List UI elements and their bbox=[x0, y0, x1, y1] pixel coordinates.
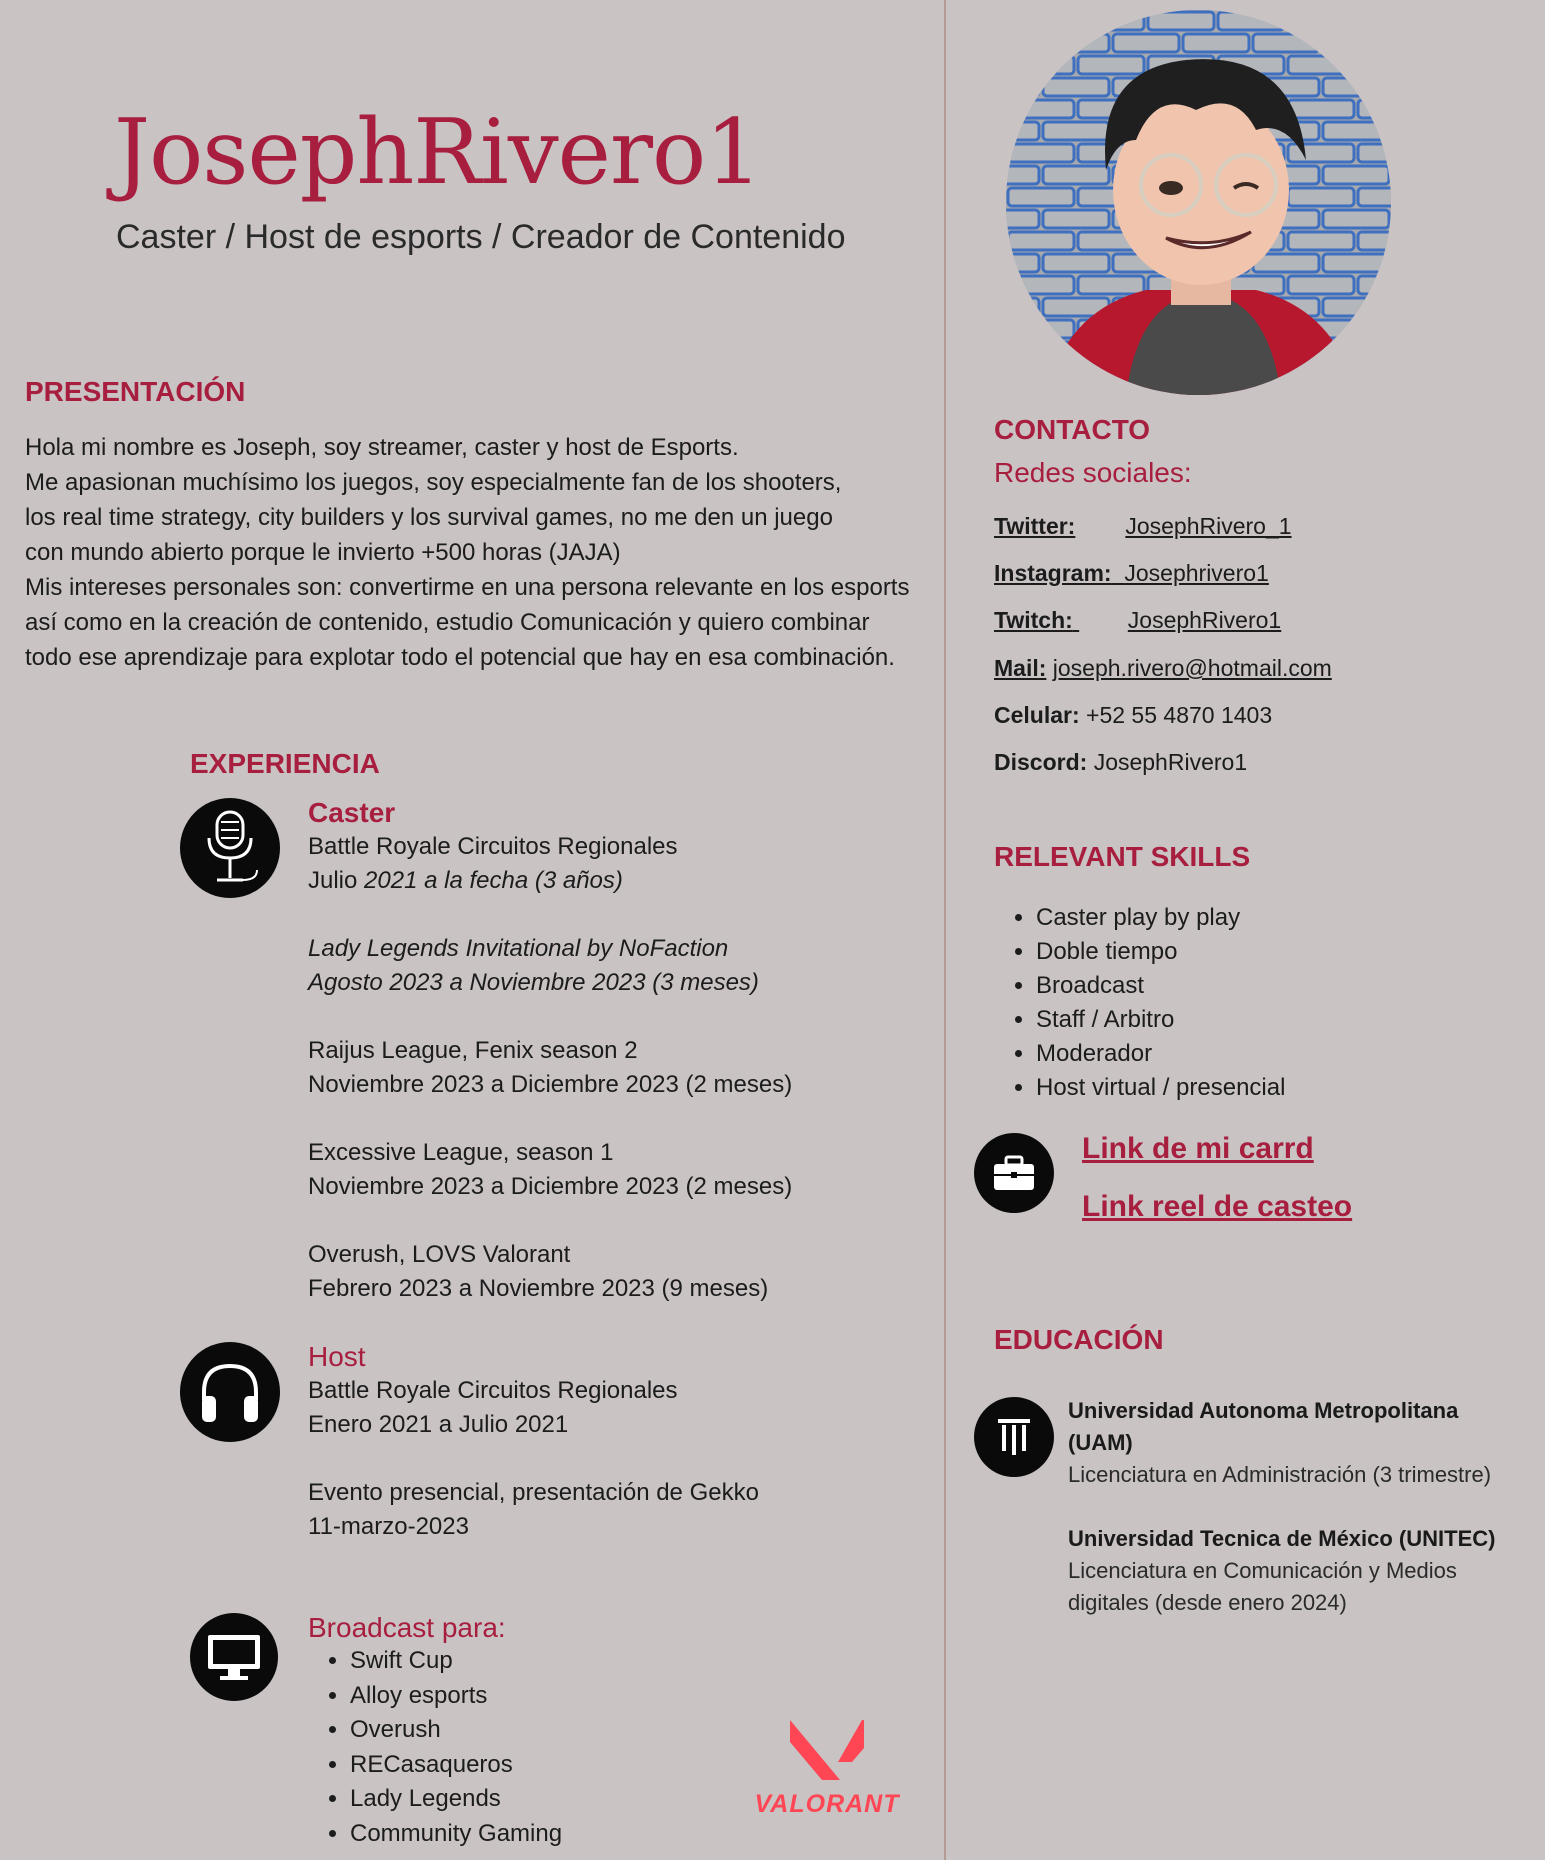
list-item: • Host virtual / presencial bbox=[1036, 1071, 1285, 1105]
phone-value: +52 55 4870 1403 bbox=[1086, 702, 1273, 728]
school-name: Universidad Tecnica de México (UNITEC) bbox=[1068, 1526, 1496, 1551]
tagline: Caster / Host de esports / Creador de Contenido bbox=[116, 218, 846, 256]
entry-event: Lady Legends Invitational by NoFaction bbox=[308, 935, 729, 962]
experience-entry bbox=[308, 932, 759, 1000]
school-name: Universidad Autonoma Metropolitana bbox=[1068, 1398, 1459, 1423]
experience-entry bbox=[308, 1034, 792, 1102]
list-item: • Staff / Arbitro bbox=[1036, 1003, 1285, 1037]
presentation-line: Hola mi nombre es Joseph, soy streamer, caster y host de Esports. bbox=[25, 434, 739, 461]
instagram-link[interactable]: Josephrivero1 bbox=[1124, 560, 1269, 586]
discord-row bbox=[994, 749, 1247, 776]
entry-date: Noviembre 2023 a Diciembre 2023 (2 meses) bbox=[308, 1071, 793, 1098]
experience-entry bbox=[308, 1136, 792, 1204]
twitter-row[interactable] bbox=[994, 513, 1292, 540]
broadcast-title: Broadcast para: bbox=[308, 1612, 506, 1643]
degree: Licenciatura en Administración (3 trimestre) bbox=[1068, 1462, 1492, 1487]
presentation-text bbox=[25, 430, 909, 675]
microphone-icon bbox=[180, 798, 280, 898]
mail-label: Mail: bbox=[994, 655, 1047, 681]
twitch-row[interactable] bbox=[994, 607, 1281, 634]
entry-date: Agosto 2023 a Noviembre 2023 (3 meses) bbox=[308, 969, 759, 996]
twitter-label: Twitter: bbox=[994, 513, 1076, 539]
mail-link[interactable]: joseph.rivero@hotmail.com bbox=[1052, 655, 1332, 681]
list-item: • RECasaqueros bbox=[350, 1748, 562, 1783]
list-item: • Moderador bbox=[1036, 1037, 1285, 1071]
presentation-line: los real time strategy, city builders y los survival games, no me den un juego bbox=[25, 504, 833, 531]
phone-row bbox=[994, 702, 1272, 729]
instagram-row[interactable] bbox=[994, 560, 1269, 587]
entry-date: Noviembre 2023 a Diciembre 2023 (2 meses) bbox=[308, 1173, 793, 1200]
presentation-line: con mundo abierto porque le invierto +500 horas (JAJA) bbox=[25, 539, 621, 566]
education-item bbox=[1068, 1395, 1491, 1491]
experience-entry bbox=[308, 1476, 759, 1544]
experience-entry bbox=[308, 1238, 768, 1306]
entry-date: Julio 2021 a la fecha (3 años) bbox=[308, 867, 623, 894]
instagram-label: Instagram: bbox=[994, 560, 1112, 586]
host-title: Host bbox=[308, 1341, 366, 1372]
list-item: • Overush bbox=[350, 1713, 562, 1748]
carrd-link[interactable]: Link de mi carrd bbox=[1082, 1132, 1314, 1165]
degree: digitales (desde enero 2024) bbox=[1068, 1590, 1347, 1615]
contact-heading: CONTACTO bbox=[994, 414, 1151, 445]
list-item: • Doble tiempo bbox=[1036, 935, 1285, 969]
experience-heading: EXPERIENCIA bbox=[190, 748, 380, 779]
broadcast-list bbox=[322, 1644, 562, 1851]
skills-list bbox=[1008, 901, 1285, 1105]
headphones-icon bbox=[180, 1342, 280, 1442]
presentation-line: Mis intereses personales son: convertirme en una persona relevante en los esports bbox=[25, 574, 910, 601]
entry-date: Febrero 2023 a Noviembre 2023 (9 meses) bbox=[308, 1275, 769, 1302]
discord-value: JosephRivero1 bbox=[1093, 749, 1248, 775]
valorant-logo-text: VALORANT bbox=[754, 1790, 900, 1818]
presentation-line: así como en la creación de contenido, estudio Comunicación y quiero combinar bbox=[25, 609, 870, 636]
monitor-icon bbox=[190, 1613, 278, 1701]
list-item: • Swift Cup bbox=[350, 1644, 562, 1679]
education-heading: EDUCACIÓN bbox=[994, 1324, 1164, 1355]
list-item: • Broadcast bbox=[1036, 969, 1285, 1003]
entry-event: Raijus League, Fenix season 2 bbox=[308, 1037, 638, 1064]
presentation-line: todo ese aprendizaje para explotar todo el potencial que hay en esa combinación. bbox=[25, 644, 895, 671]
entry-event: Battle Royale Circuitos Regionales bbox=[308, 1377, 678, 1404]
entry-event: Evento presencial, presentación de Gekko bbox=[308, 1479, 759, 1506]
entry-date: Enero 2021 a Julio 2021 bbox=[308, 1411, 569, 1438]
valorant-logo-icon bbox=[752, 1718, 902, 1822]
list-item: • Alloy esports bbox=[350, 1679, 562, 1714]
list-item: • Community Gaming bbox=[350, 1817, 562, 1852]
twitch-link[interactable]: JosephRivero1 bbox=[1127, 607, 1282, 633]
mail-row[interactable] bbox=[994, 655, 1332, 682]
page-title: JosephRivero1 bbox=[114, 100, 762, 205]
education-item bbox=[1068, 1523, 1495, 1619]
phone-label: Celular: bbox=[994, 702, 1080, 728]
presentation-heading: PRESENTACIÓN bbox=[25, 376, 246, 407]
entry-date: 11-marzo-2023 bbox=[308, 1513, 469, 1540]
social-subtitle: Redes sociales: bbox=[994, 457, 1192, 488]
discord-label: Discord: bbox=[994, 749, 1088, 775]
twitter-link[interactable]: JosephRivero_1 bbox=[1125, 513, 1292, 539]
twitch-label: Twitch: bbox=[994, 607, 1073, 633]
presentation-line: Me apasionan muchísimo los juegos, soy especialmente fan de los shooters, bbox=[25, 469, 842, 496]
entry-event: Excessive League, season 1 bbox=[308, 1139, 614, 1166]
caster-title: Caster bbox=[308, 797, 396, 828]
experience-entry bbox=[308, 1374, 678, 1442]
experience-entry bbox=[308, 830, 678, 898]
briefcase-icon bbox=[974, 1133, 1054, 1213]
school-name: (UAM) bbox=[1068, 1430, 1133, 1455]
reel-link[interactable]: Link reel de casteo bbox=[1082, 1190, 1353, 1223]
column-icon bbox=[974, 1397, 1054, 1477]
degree: Licenciatura en Comunicación y Medios bbox=[1068, 1558, 1457, 1583]
avatar bbox=[1006, 10, 1391, 395]
list-item: • Lady Legends bbox=[350, 1782, 562, 1817]
entry-event: Battle Royale Circuitos Regionales bbox=[308, 833, 678, 860]
skills-heading: RELEVANT SKILLS bbox=[994, 841, 1251, 872]
list-item: • Caster play by play bbox=[1036, 901, 1285, 935]
column-divider bbox=[944, 0, 946, 1860]
entry-event: Overush, LOVS Valorant bbox=[308, 1241, 571, 1268]
